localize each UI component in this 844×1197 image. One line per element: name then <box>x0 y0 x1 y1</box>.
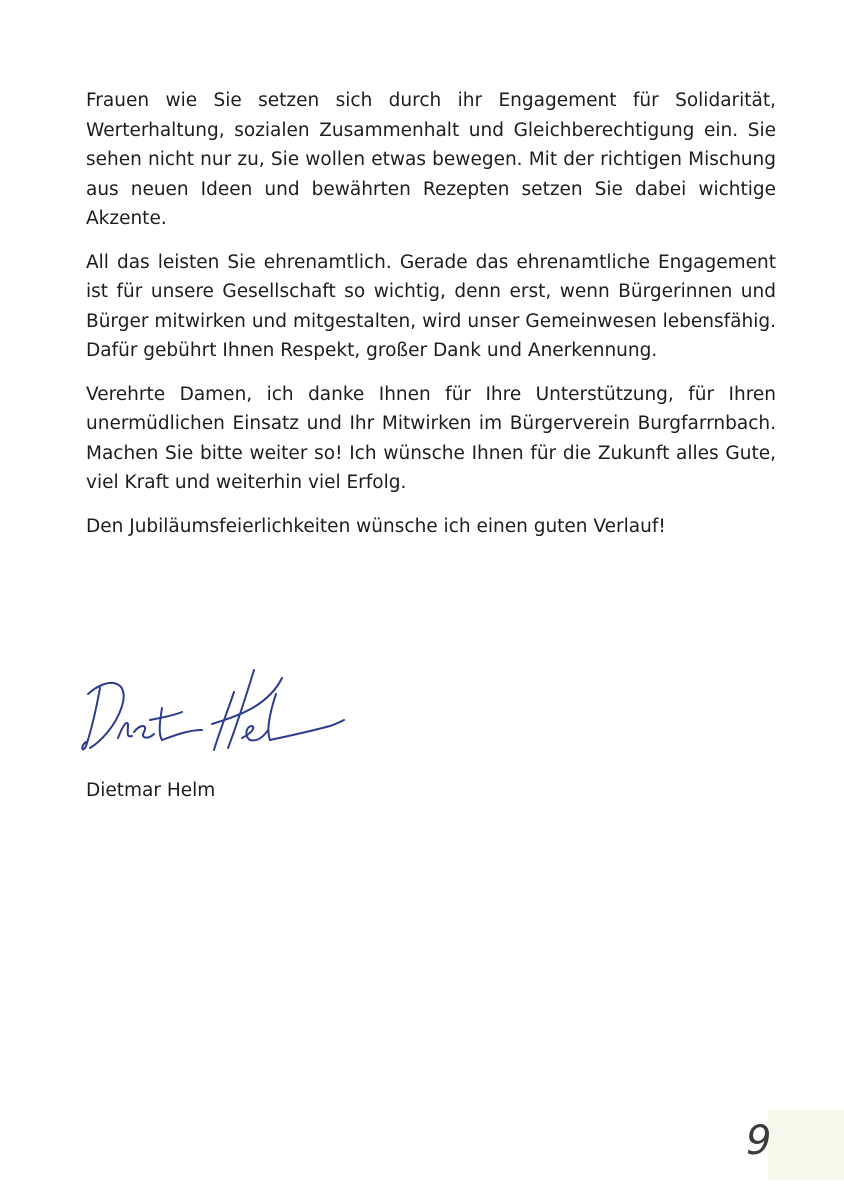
letter-body <box>86 86 776 555</box>
page-number-box <box>768 1110 844 1180</box>
paragraph-2: All das leisten Sie ehrenamtlich. Gerade das ehrenamtliche Engagement ist für unsere Gesellschaft so wichtig, denn erst, wenn Bürgerinnen und Bürger mitwirken und mitgestalten, wird unser Gemeinwesen lebensfähig. Dafür gebührt Ihnen Respekt, großer Dank und Anerkennung. <box>86 251 776 361</box>
signer-name: Dietmar Helm <box>86 780 216 801</box>
paragraph-1: Frauen wie Sie setzen sich durch ihr Engagement für Solidarität, Werterhaltung, sozialen Zusammenhalt und Gleichberechtigung ein. Sie sehen nicht nur zu, Sie wollen etwas bewegen. Mit der richtigen Mischung aus neuen Ideen und bewährten Rezepten setzen Sie dabei wichtige Akzente. <box>86 90 776 229</box>
handwritten-signature <box>78 650 348 760</box>
page-number: 9 <box>746 1118 772 1164</box>
paragraph-3: Verehrte Damen, ich danke Ihnen für Ihre Unterstützung, für Ihren unermüdlichen Einsatz und Ihr Mitwirken im Bürgerverein Burgfarrnbach. Machen Sie bitte weiter so! Ich wünsche Ihnen für die Zukunft alles Gute, viel Kraft und weiterhin viel Erfolg. <box>86 383 776 493</box>
paragraph-4: Den Jubiläumsfeierlichkeiten wünsche ich einen guten Verlauf! <box>86 515 666 537</box>
